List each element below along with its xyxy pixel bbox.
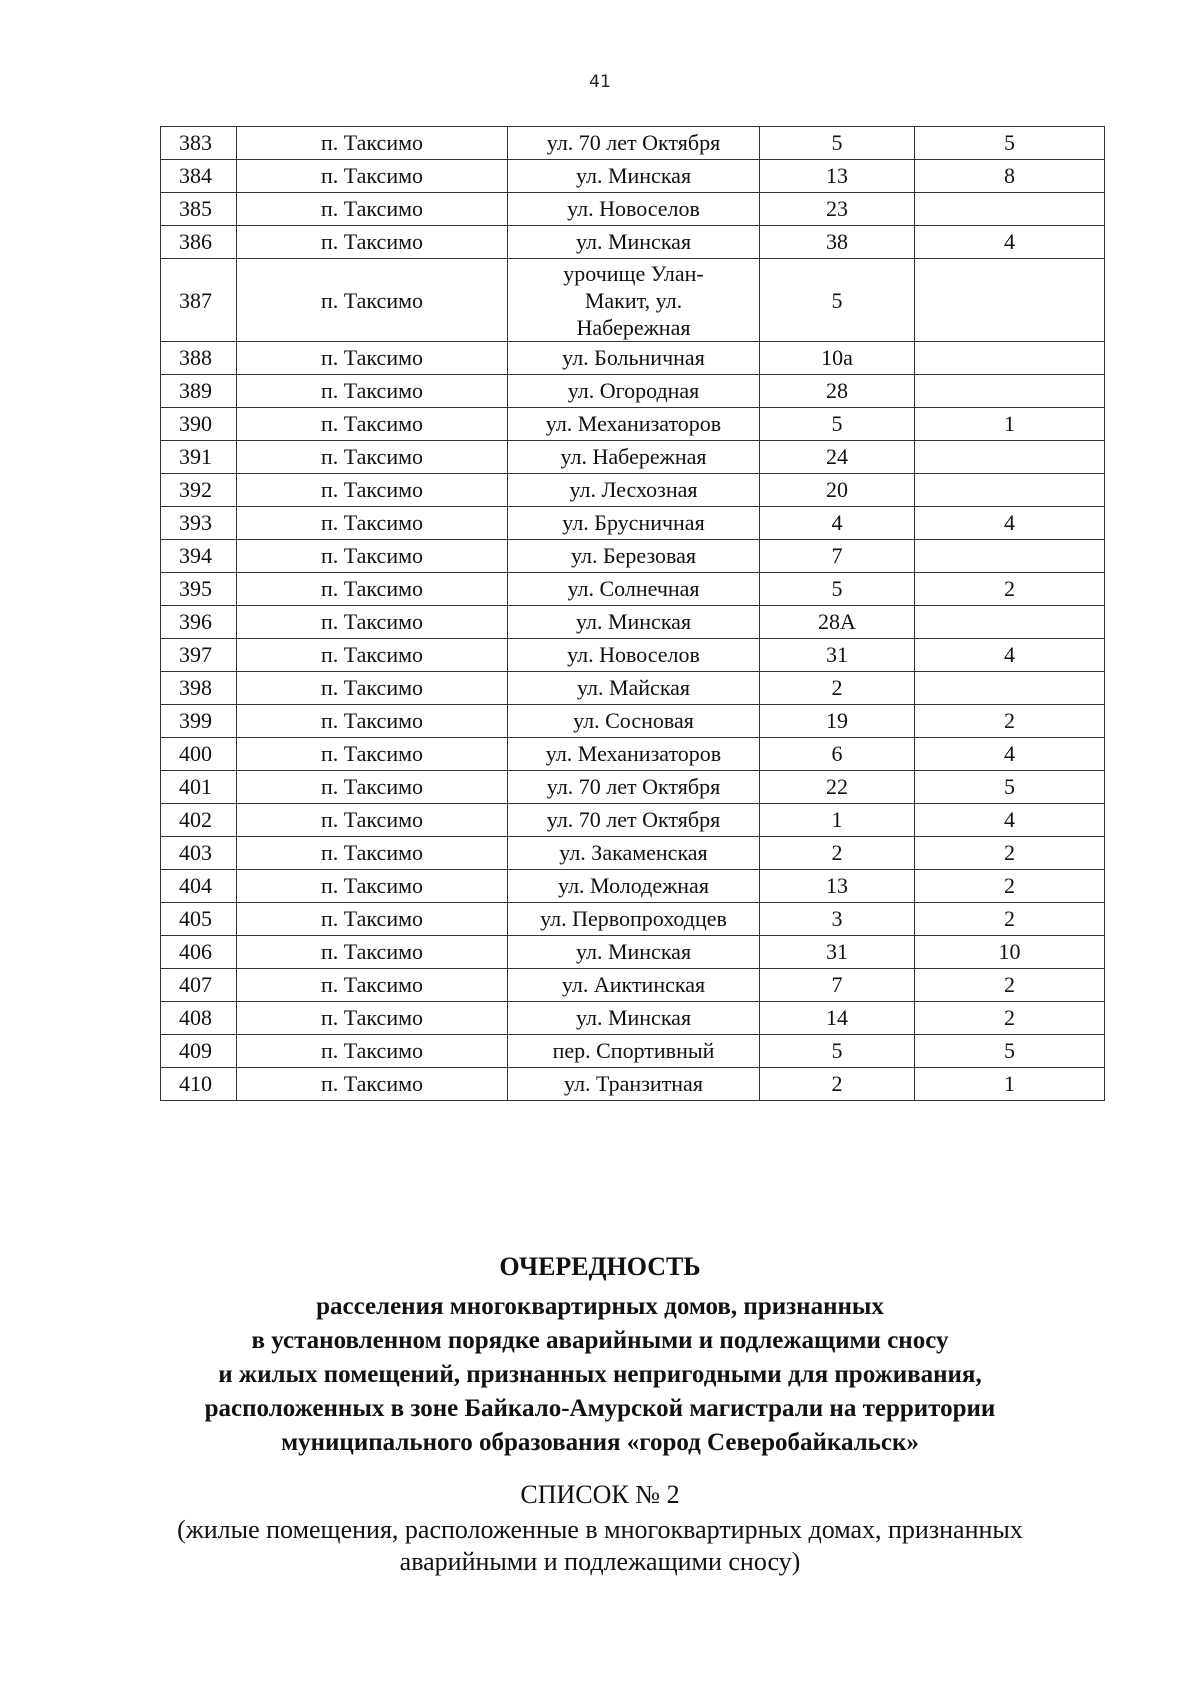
settlement-cell: п. Таксимо bbox=[237, 1002, 508, 1035]
count-cell: 5 bbox=[915, 127, 1105, 160]
street-cell: ул. Минская bbox=[508, 936, 760, 969]
settlement-cell: п. Таксимо bbox=[237, 903, 508, 936]
row-number-cell: 384 bbox=[161, 160, 237, 193]
street-cell: ул. Молодежная bbox=[508, 870, 760, 903]
street-cell: пер. Спортивный bbox=[508, 1035, 760, 1068]
count-cell bbox=[915, 259, 1105, 342]
row-number-cell: 407 bbox=[161, 969, 237, 1002]
table-row bbox=[161, 639, 1105, 672]
row-number-cell: 391 bbox=[161, 441, 237, 474]
table-row bbox=[161, 226, 1105, 259]
street-cell: ул. Больничная bbox=[508, 342, 760, 375]
settlement-cell: п. Таксимо bbox=[237, 804, 508, 837]
count-cell: 5 bbox=[915, 1035, 1105, 1068]
count-cell bbox=[915, 474, 1105, 507]
row-number-cell: 402 bbox=[161, 804, 237, 837]
count-cell: 10 bbox=[915, 936, 1105, 969]
row-number-cell: 389 bbox=[161, 375, 237, 408]
count-cell: 2 bbox=[915, 573, 1105, 606]
house-number-cell: 22 bbox=[760, 771, 915, 804]
count-cell: 2 bbox=[915, 903, 1105, 936]
count-cell: 2 bbox=[915, 1002, 1105, 1035]
house-number-cell: 38 bbox=[760, 226, 915, 259]
row-number-cell: 399 bbox=[161, 705, 237, 738]
settlement-cell: п. Таксимо bbox=[237, 738, 508, 771]
row-number-cell: 404 bbox=[161, 870, 237, 903]
table-row bbox=[161, 969, 1105, 1002]
street-cell: ул. Закаменская bbox=[508, 837, 760, 870]
settlement-cell: п. Таксимо bbox=[237, 226, 508, 259]
row-number-cell: 393 bbox=[161, 507, 237, 540]
subtitle-line: в установленном порядке аварийными и подлежащими сносу bbox=[251, 1327, 949, 1354]
document-title: ОЧЕРЕДНОСТЬ bbox=[499, 1252, 701, 1281]
row-number-cell: 396 bbox=[161, 606, 237, 639]
house-number-cell: 14 bbox=[760, 1002, 915, 1035]
table-row bbox=[161, 259, 1105, 342]
row-number-cell: 408 bbox=[161, 1002, 237, 1035]
street-cell: ул. 70 лет Октября bbox=[508, 804, 760, 837]
street-cell: ул. Сосновая bbox=[508, 705, 760, 738]
table-row bbox=[161, 1002, 1105, 1035]
street-cell: ул. Аиктинская bbox=[508, 969, 760, 1002]
table-row bbox=[161, 441, 1105, 474]
house-number-cell: 4 bbox=[760, 507, 915, 540]
street-cell: ул. Огородная bbox=[508, 375, 760, 408]
row-number-cell: 383 bbox=[161, 127, 237, 160]
row-number-cell: 395 bbox=[161, 573, 237, 606]
settlement-cell: п. Таксимо bbox=[237, 1068, 508, 1101]
table-row bbox=[161, 606, 1105, 639]
street-cell: урочище Улан-Макит, ул. Набережная bbox=[508, 259, 760, 342]
count-cell bbox=[915, 193, 1105, 226]
row-number-cell: 406 bbox=[161, 936, 237, 969]
table-row bbox=[161, 408, 1105, 441]
table-body bbox=[161, 127, 1105, 1101]
street-cell: ул. Первопроходцев bbox=[508, 903, 760, 936]
table-row bbox=[161, 474, 1105, 507]
row-number-cell: 387 bbox=[161, 259, 237, 342]
list-description bbox=[0, 1514, 1200, 1578]
table-row bbox=[161, 936, 1105, 969]
table-row bbox=[161, 672, 1105, 705]
street-cell: ул. Механизаторов bbox=[508, 738, 760, 771]
house-number-cell: 1 bbox=[760, 804, 915, 837]
subtitle-line: расположенных в зоне Байкало-Амурской магистрали на территории bbox=[204, 1395, 996, 1422]
table-row bbox=[161, 1035, 1105, 1068]
settlement-cell: п. Таксимо bbox=[237, 837, 508, 870]
table-row bbox=[161, 738, 1105, 771]
count-cell: 1 bbox=[915, 1068, 1105, 1101]
table-row bbox=[161, 705, 1105, 738]
subtitle-line: расселения многоквартирных домов, признанных bbox=[316, 1293, 884, 1320]
count-cell bbox=[915, 375, 1105, 408]
count-cell bbox=[915, 672, 1105, 705]
house-number-cell: 5 bbox=[760, 127, 915, 160]
row-number-cell: 388 bbox=[161, 342, 237, 375]
settlement-cell: п. Таксимо bbox=[237, 540, 508, 573]
street-cell: ул. Минская bbox=[508, 606, 760, 639]
page-number: 41 bbox=[589, 72, 611, 92]
house-number-cell: 13 bbox=[760, 870, 915, 903]
street-cell: ул. Минская bbox=[508, 160, 760, 193]
settlement-cell: п. Таксимо bbox=[237, 408, 508, 441]
house-number-cell: 19 bbox=[760, 705, 915, 738]
row-number-cell: 390 bbox=[161, 408, 237, 441]
count-cell: 2 bbox=[915, 870, 1105, 903]
settlement-cell: п. Таксимо bbox=[237, 474, 508, 507]
settlement-cell: п. Таксимо bbox=[237, 672, 508, 705]
row-number-cell: 386 bbox=[161, 226, 237, 259]
count-cell: 4 bbox=[915, 804, 1105, 837]
row-number-cell: 394 bbox=[161, 540, 237, 573]
settlement-cell: п. Таксимо bbox=[237, 1035, 508, 1068]
row-number-cell: 397 bbox=[161, 639, 237, 672]
count-cell bbox=[915, 540, 1105, 573]
settlement-cell: п. Таксимо bbox=[237, 342, 508, 375]
row-number-cell: 403 bbox=[161, 837, 237, 870]
house-number-cell: 2 bbox=[760, 837, 915, 870]
table-row bbox=[161, 804, 1105, 837]
settlement-cell: п. Таксимо bbox=[237, 160, 508, 193]
count-cell: 4 bbox=[915, 226, 1105, 259]
table-row bbox=[161, 903, 1105, 936]
count-cell: 4 bbox=[915, 738, 1105, 771]
street-cell: ул. Новоселов bbox=[508, 193, 760, 226]
count-cell bbox=[915, 606, 1105, 639]
table-row bbox=[161, 837, 1105, 870]
row-number-cell: 410 bbox=[161, 1068, 237, 1101]
housing-table bbox=[160, 126, 1105, 1101]
count-cell: 2 bbox=[915, 705, 1105, 738]
table-row bbox=[161, 160, 1105, 193]
street-cell: ул. Минская bbox=[508, 226, 760, 259]
settlement-cell: п. Таксимо bbox=[237, 507, 508, 540]
row-number-cell: 392 bbox=[161, 474, 237, 507]
street-cell: ул. Новоселов bbox=[508, 639, 760, 672]
subtitle-line: и жилых помещений, признанных непригодными для проживания, bbox=[218, 1361, 982, 1388]
document-subtitle bbox=[0, 1290, 1200, 1460]
house-number-cell: 24 bbox=[760, 441, 915, 474]
table-row bbox=[161, 1068, 1105, 1101]
count-cell: 5 bbox=[915, 771, 1105, 804]
house-number-cell: 7 bbox=[760, 969, 915, 1002]
street-cell: ул. Транзитная bbox=[508, 1068, 760, 1101]
count-cell: 1 bbox=[915, 408, 1105, 441]
settlement-cell: п. Таксимо bbox=[237, 639, 508, 672]
table-row bbox=[161, 127, 1105, 160]
table-row bbox=[161, 540, 1105, 573]
settlement-cell: п. Таксимо bbox=[237, 259, 508, 342]
settlement-cell: п. Таксимо bbox=[237, 573, 508, 606]
house-number-cell: 5 bbox=[760, 408, 915, 441]
house-number-cell: 28А bbox=[760, 606, 915, 639]
house-number-cell: 6 bbox=[760, 738, 915, 771]
street-cell: ул. 70 лет Октября bbox=[508, 771, 760, 804]
street-cell: ул. 70 лет Октября bbox=[508, 127, 760, 160]
street-cell: ул. Майская bbox=[508, 672, 760, 705]
table-row bbox=[161, 573, 1105, 606]
house-number-cell: 23 bbox=[760, 193, 915, 226]
count-cell bbox=[915, 441, 1105, 474]
settlement-cell: п. Таксимо bbox=[237, 375, 508, 408]
settlement-cell: п. Таксимо bbox=[237, 193, 508, 226]
table-row bbox=[161, 375, 1105, 408]
settlement-cell: п. Таксимо bbox=[237, 870, 508, 903]
table-row bbox=[161, 771, 1105, 804]
row-number-cell: 409 bbox=[161, 1035, 237, 1068]
subtitle-line: муниципального образования «город Северобайкальск» bbox=[281, 1429, 919, 1456]
street-cell: ул. Лесхозная bbox=[508, 474, 760, 507]
house-number-cell: 28 bbox=[760, 375, 915, 408]
house-number-cell: 31 bbox=[760, 639, 915, 672]
house-number-cell: 31 bbox=[760, 936, 915, 969]
row-number-cell: 385 bbox=[161, 193, 237, 226]
house-number-cell: 2 bbox=[760, 1068, 915, 1101]
street-cell: ул. Солнечная bbox=[508, 573, 760, 606]
table-row bbox=[161, 193, 1105, 226]
settlement-cell: п. Таксимо bbox=[237, 936, 508, 969]
street-cell: ул. Набережная bbox=[508, 441, 760, 474]
house-number-cell: 5 bbox=[760, 573, 915, 606]
row-number-cell: 405 bbox=[161, 903, 237, 936]
settlement-cell: п. Таксимо bbox=[237, 127, 508, 160]
house-number-cell: 13 bbox=[760, 160, 915, 193]
list-description-line: аварийными и подлежащими сносу) bbox=[399, 1547, 801, 1576]
count-cell: 2 bbox=[915, 837, 1105, 870]
street-cell: ул. Минская bbox=[508, 1002, 760, 1035]
street-cell: ул. Березовая bbox=[508, 540, 760, 573]
house-number-cell: 7 bbox=[760, 540, 915, 573]
table-row bbox=[161, 507, 1105, 540]
street-cell: ул. Брусничная bbox=[508, 507, 760, 540]
street-cell: ул. Механизаторов bbox=[508, 408, 760, 441]
settlement-cell: п. Таксимо bbox=[237, 771, 508, 804]
settlement-cell: п. Таксимо bbox=[237, 606, 508, 639]
table-row bbox=[161, 870, 1105, 903]
house-number-cell: 2 bbox=[760, 672, 915, 705]
row-number-cell: 398 bbox=[161, 672, 237, 705]
house-number-cell: 5 bbox=[760, 1035, 915, 1068]
list-title: СПИСОК № 2 bbox=[520, 1480, 680, 1509]
row-number-cell: 401 bbox=[161, 771, 237, 804]
settlement-cell: п. Таксимо bbox=[237, 705, 508, 738]
count-cell: 8 bbox=[915, 160, 1105, 193]
house-number-cell: 20 bbox=[760, 474, 915, 507]
count-cell: 2 bbox=[915, 969, 1105, 1002]
count-cell: 4 bbox=[915, 507, 1105, 540]
house-number-cell: 5 bbox=[760, 259, 915, 342]
settlement-cell: п. Таксимо bbox=[237, 441, 508, 474]
house-number-cell: 3 bbox=[760, 903, 915, 936]
settlement-cell: п. Таксимо bbox=[237, 969, 508, 1002]
count-cell bbox=[915, 342, 1105, 375]
table-row bbox=[161, 342, 1105, 375]
row-number-cell: 400 bbox=[161, 738, 237, 771]
house-number-cell: 10а bbox=[760, 342, 915, 375]
count-cell: 4 bbox=[915, 639, 1105, 672]
list-description-line: (жилые помещения, расположенные в многоквартирных домах, признанных bbox=[177, 1515, 1023, 1544]
